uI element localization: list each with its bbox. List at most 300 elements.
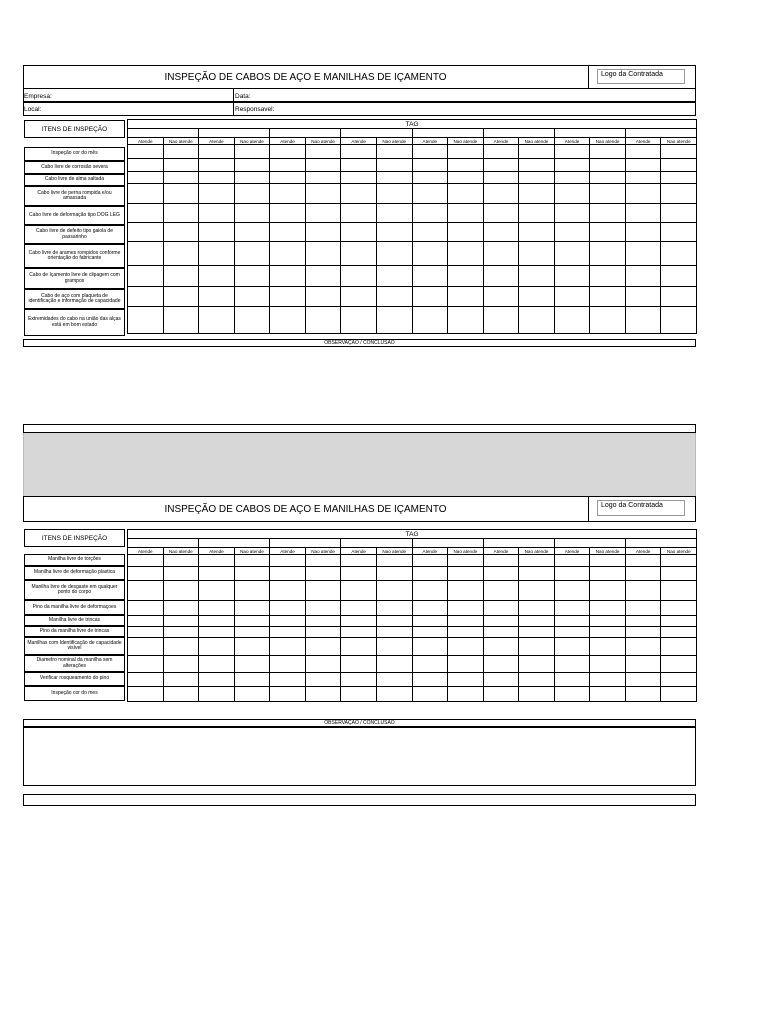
form2-check-cell[interactable]: [554, 567, 590, 581]
form1-check-cell[interactable]: [234, 223, 270, 242]
form1-check-cell[interactable]: [305, 145, 341, 159]
form1-check-cell[interactable]: [554, 223, 590, 242]
form1-check-cell[interactable]: [376, 145, 412, 159]
form2-check-cell[interactable]: [519, 627, 555, 638]
form2-check-cell[interactable]: [625, 601, 661, 616]
form2-check-cell[interactable]: [661, 673, 697, 687]
form1-check-cell[interactable]: [554, 145, 590, 159]
form1-check-cell[interactable]: [412, 172, 448, 184]
form2-check-cell[interactable]: [554, 687, 590, 702]
form2-check-cell[interactable]: [483, 601, 519, 616]
form1-check-cell[interactable]: [128, 159, 164, 172]
form1-check-cell[interactable]: [519, 204, 555, 223]
form1-check-cell[interactable]: [341, 287, 377, 307]
form2-check-cell[interactable]: [483, 567, 519, 581]
form2-check-cell[interactable]: [376, 555, 412, 567]
form2-check-cell[interactable]: [341, 555, 377, 567]
form2-check-cell[interactable]: [590, 567, 626, 581]
form1-check-cell[interactable]: [448, 266, 484, 287]
form2-check-cell[interactable]: [163, 673, 199, 687]
form2-check-cell[interactable]: [234, 656, 270, 673]
form1-check-cell[interactable]: [519, 145, 555, 159]
form1-check-cell[interactable]: [448, 223, 484, 242]
form1-tag-cell[interactable]: [412, 129, 483, 138]
form1-check-cell[interactable]: [199, 184, 235, 204]
form1-check-cell[interactable]: [305, 159, 341, 172]
form1-check-cell[interactable]: [519, 223, 555, 242]
form1-check-cell[interactable]: [305, 307, 341, 334]
form1-check-cell[interactable]: [128, 184, 164, 204]
form2-check-cell[interactable]: [341, 656, 377, 673]
form2-check-cell[interactable]: [412, 616, 448, 627]
form1-check-cell[interactable]: [519, 172, 555, 184]
form1-check-cell[interactable]: [163, 223, 199, 242]
form1-check-cell[interactable]: [234, 266, 270, 287]
form2-check-cell[interactable]: [270, 687, 306, 702]
form1-check-cell[interactable]: [128, 145, 164, 159]
form2-check-cell[interactable]: [661, 567, 697, 581]
form1-check-cell[interactable]: [590, 159, 626, 172]
form2-tag-cell[interactable]: [341, 539, 412, 548]
form2-check-cell[interactable]: [483, 627, 519, 638]
form2-check-cell[interactable]: [590, 638, 626, 656]
form2-check-cell[interactable]: [625, 616, 661, 627]
form1-check-cell[interactable]: [412, 184, 448, 204]
form1-check-cell[interactable]: [199, 159, 235, 172]
form1-check-cell[interactable]: [661, 184, 697, 204]
form2-check-cell[interactable]: [590, 627, 626, 638]
form2-tag-cell[interactable]: [483, 539, 554, 548]
form1-check-cell[interactable]: [412, 159, 448, 172]
form1-check-cell[interactable]: [128, 266, 164, 287]
form2-check-cell[interactable]: [199, 627, 235, 638]
form2-check-cell[interactable]: [234, 638, 270, 656]
form2-check-cell[interactable]: [163, 581, 199, 601]
form1-check-cell[interactable]: [376, 204, 412, 223]
form1-check-cell[interactable]: [519, 159, 555, 172]
form2-check-cell[interactable]: [163, 555, 199, 567]
form2-check-cell[interactable]: [199, 567, 235, 581]
form1-check-cell[interactable]: [661, 204, 697, 223]
form2-check-cell[interactable]: [128, 687, 164, 702]
form2-check-cell[interactable]: [234, 687, 270, 702]
form2-check-cell[interactable]: [305, 601, 341, 616]
form2-check-cell[interactable]: [554, 627, 590, 638]
form2-check-cell[interactable]: [270, 656, 306, 673]
form1-check-cell[interactable]: [590, 172, 626, 184]
form1-check-cell[interactable]: [128, 242, 164, 266]
form1-check-cell[interactable]: [412, 223, 448, 242]
form2-check-cell[interactable]: [199, 616, 235, 627]
form2-check-cell[interactable]: [305, 555, 341, 567]
form1-check-cell[interactable]: [163, 307, 199, 334]
form1-check-cell[interactable]: [590, 184, 626, 204]
form1-check-cell[interactable]: [234, 159, 270, 172]
form1-check-cell[interactable]: [483, 145, 519, 159]
form2-check-cell[interactable]: [305, 627, 341, 638]
form1-check-cell[interactable]: [163, 242, 199, 266]
form1-check-cell[interactable]: [305, 184, 341, 204]
form2-check-cell[interactable]: [128, 673, 164, 687]
form1-check-cell[interactable]: [554, 159, 590, 172]
form2-check-cell[interactable]: [483, 555, 519, 567]
form1-check-cell[interactable]: [199, 204, 235, 223]
form1-check-cell[interactable]: [341, 204, 377, 223]
form2-check-cell[interactable]: [234, 673, 270, 687]
form2-check-cell[interactable]: [376, 616, 412, 627]
form1-check-cell[interactable]: [341, 242, 377, 266]
form1-check-cell[interactable]: [412, 287, 448, 307]
form2-check-cell[interactable]: [341, 567, 377, 581]
form1-check-cell[interactable]: [128, 172, 164, 184]
form1-check-cell[interactable]: [625, 266, 661, 287]
form2-check-cell[interactable]: [625, 567, 661, 581]
form2-check-cell[interactable]: [376, 687, 412, 702]
form2-check-cell[interactable]: [554, 656, 590, 673]
form1-check-cell[interactable]: [483, 242, 519, 266]
form2-check-cell[interactable]: [590, 656, 626, 673]
form2-tag-cell[interactable]: [412, 539, 483, 548]
form1-check-cell[interactable]: [270, 287, 306, 307]
form2-check-cell[interactable]: [448, 627, 484, 638]
form1-check-cell[interactable]: [625, 145, 661, 159]
form2-check-cell[interactable]: [128, 601, 164, 616]
form2-check-cell[interactable]: [483, 638, 519, 656]
form2-check-cell[interactable]: [376, 627, 412, 638]
form1-check-cell[interactable]: [661, 145, 697, 159]
form2-check-cell[interactable]: [625, 687, 661, 702]
form1-check-cell[interactable]: [270, 172, 306, 184]
form2-tag-cell[interactable]: [625, 539, 696, 548]
form1-check-cell[interactable]: [519, 307, 555, 334]
form2-check-cell[interactable]: [376, 656, 412, 673]
form1-check-cell[interactable]: [483, 307, 519, 334]
form1-check-cell[interactable]: [341, 184, 377, 204]
form1-check-cell[interactable]: [128, 287, 164, 307]
form1-check-cell[interactable]: [305, 242, 341, 266]
form2-check-cell[interactable]: [412, 601, 448, 616]
form2-check-cell[interactable]: [519, 656, 555, 673]
form1-check-cell[interactable]: [128, 204, 164, 223]
form1-check-cell[interactable]: [412, 242, 448, 266]
form2-tag-cell[interactable]: [128, 539, 199, 548]
form1-check-cell[interactable]: [590, 242, 626, 266]
form1-check-cell[interactable]: [128, 223, 164, 242]
form1-check-cell[interactable]: [341, 223, 377, 242]
form2-check-cell[interactable]: [590, 555, 626, 567]
form1-check-cell[interactable]: [163, 145, 199, 159]
form2-check-cell[interactable]: [199, 656, 235, 673]
form1-check-cell[interactable]: [270, 184, 306, 204]
form1-check-cell[interactable]: [590, 307, 626, 334]
form2-check-cell[interactable]: [163, 601, 199, 616]
form2-check-cell[interactable]: [163, 567, 199, 581]
form1-check-cell[interactable]: [376, 242, 412, 266]
form1-check-cell[interactable]: [305, 204, 341, 223]
form2-check-cell[interactable]: [163, 616, 199, 627]
form2-tag-cell[interactable]: [554, 539, 625, 548]
form2-check-cell[interactable]: [128, 638, 164, 656]
form2-check-cell[interactable]: [661, 687, 697, 702]
form2-check-cell[interactable]: [483, 616, 519, 627]
form2-check-cell[interactable]: [270, 616, 306, 627]
form1-check-cell[interactable]: [590, 223, 626, 242]
form1-check-cell[interactable]: [625, 184, 661, 204]
form1-check-cell[interactable]: [625, 223, 661, 242]
form2-check-cell[interactable]: [448, 567, 484, 581]
form2-check-cell[interactable]: [163, 656, 199, 673]
form2-check-cell[interactable]: [661, 555, 697, 567]
form1-check-cell[interactable]: [554, 204, 590, 223]
form2-check-cell[interactable]: [554, 601, 590, 616]
form1-check-cell[interactable]: [270, 145, 306, 159]
form2-check-cell[interactable]: [376, 601, 412, 616]
form1-check-cell[interactable]: [199, 145, 235, 159]
form1-check-cell[interactable]: [483, 266, 519, 287]
form2-check-cell[interactable]: [376, 673, 412, 687]
form2-check-cell[interactable]: [590, 616, 626, 627]
form1-check-cell[interactable]: [590, 204, 626, 223]
form1-check-cell[interactable]: [483, 172, 519, 184]
form1-check-cell[interactable]: [376, 172, 412, 184]
form1-check-cell[interactable]: [234, 307, 270, 334]
form2-check-cell[interactable]: [376, 567, 412, 581]
form1-check-cell[interactable]: [661, 307, 697, 334]
form1-check-cell[interactable]: [234, 184, 270, 204]
form1-check-cell[interactable]: [376, 159, 412, 172]
form1-check-cell[interactable]: [554, 287, 590, 307]
form1-check-cell[interactable]: [412, 145, 448, 159]
form2-check-cell[interactable]: [554, 616, 590, 627]
form1-check-cell[interactable]: [376, 184, 412, 204]
form2-check-cell[interactable]: [341, 601, 377, 616]
form2-check-cell[interactable]: [128, 555, 164, 567]
form1-check-cell[interactable]: [163, 172, 199, 184]
form2-check-cell[interactable]: [412, 555, 448, 567]
form2-check-cell[interactable]: [519, 601, 555, 616]
form2-check-cell[interactable]: [376, 581, 412, 601]
form1-check-cell[interactable]: [590, 266, 626, 287]
form1-check-cell[interactable]: [199, 242, 235, 266]
form1-check-cell[interactable]: [448, 204, 484, 223]
form1-check-cell[interactable]: [163, 159, 199, 172]
form2-check-cell[interactable]: [625, 673, 661, 687]
form2-check-cell[interactable]: [163, 638, 199, 656]
form2-check-cell[interactable]: [341, 581, 377, 601]
form1-check-cell[interactable]: [483, 204, 519, 223]
form1-tag-cell[interactable]: [199, 129, 270, 138]
form2-check-cell[interactable]: [412, 687, 448, 702]
form2-check-cell[interactable]: [519, 638, 555, 656]
form1-check-cell[interactable]: [483, 159, 519, 172]
form2-check-cell[interactable]: [519, 616, 555, 627]
form2-check-cell[interactable]: [661, 627, 697, 638]
form2-check-cell[interactable]: [341, 627, 377, 638]
form1-check-cell[interactable]: [448, 242, 484, 266]
form2-check-cell[interactable]: [234, 616, 270, 627]
form1-check-cell[interactable]: [519, 266, 555, 287]
form1-check-cell[interactable]: [554, 266, 590, 287]
form1-check-cell[interactable]: [554, 307, 590, 334]
form1-check-cell[interactable]: [554, 242, 590, 266]
form2-check-cell[interactable]: [448, 687, 484, 702]
form1-check-cell[interactable]: [412, 204, 448, 223]
form2-check-cell[interactable]: [625, 638, 661, 656]
form2-check-cell[interactable]: [661, 656, 697, 673]
form2-check-cell[interactable]: [519, 567, 555, 581]
form1-check-cell[interactable]: [483, 184, 519, 204]
form1-check-cell[interactable]: [625, 307, 661, 334]
form1-check-cell[interactable]: [448, 172, 484, 184]
form2-check-cell[interactable]: [305, 656, 341, 673]
form1-check-cell[interactable]: [199, 172, 235, 184]
form2-tag-cell[interactable]: [199, 539, 270, 548]
form2-check-cell[interactable]: [234, 627, 270, 638]
form2-check-cell[interactable]: [199, 555, 235, 567]
form2-check-cell[interactable]: [305, 616, 341, 627]
form2-check-cell[interactable]: [305, 638, 341, 656]
form2-check-cell[interactable]: [483, 687, 519, 702]
form2-check-cell[interactable]: [270, 627, 306, 638]
form2-check-cell[interactable]: [270, 567, 306, 581]
form1-check-cell[interactable]: [519, 184, 555, 204]
form1-check-cell[interactable]: [519, 242, 555, 266]
form1-check-cell[interactable]: [341, 159, 377, 172]
form2-check-cell[interactable]: [448, 555, 484, 567]
form1-check-cell[interactable]: [625, 287, 661, 307]
form1-check-cell[interactable]: [483, 223, 519, 242]
form2-check-cell[interactable]: [554, 673, 590, 687]
form2-check-cell[interactable]: [661, 638, 697, 656]
form2-check-cell[interactable]: [305, 581, 341, 601]
form2-check-cell[interactable]: [412, 567, 448, 581]
form1-check-cell[interactable]: [270, 159, 306, 172]
form2-check-cell[interactable]: [128, 616, 164, 627]
form1-check-cell[interactable]: [661, 223, 697, 242]
form1-check-cell[interactable]: [412, 307, 448, 334]
form2-check-cell[interactable]: [412, 673, 448, 687]
form2-check-cell[interactable]: [305, 673, 341, 687]
form2-check-cell[interactable]: [661, 581, 697, 601]
form2-check-cell[interactable]: [519, 673, 555, 687]
form2-check-cell[interactable]: [448, 616, 484, 627]
form2-check-cell[interactable]: [270, 555, 306, 567]
form2-check-cell[interactable]: [234, 581, 270, 601]
form2-check-cell[interactable]: [234, 601, 270, 616]
form2-check-cell[interactable]: [412, 638, 448, 656]
form1-check-cell[interactable]: [554, 172, 590, 184]
form2-check-cell[interactable]: [483, 673, 519, 687]
form1-check-cell[interactable]: [448, 307, 484, 334]
form2-check-cell[interactable]: [448, 581, 484, 601]
form2-check-cell[interactable]: [341, 616, 377, 627]
form1-check-cell[interactable]: [199, 287, 235, 307]
form2-check-cell[interactable]: [590, 581, 626, 601]
form2-check-cell[interactable]: [376, 638, 412, 656]
form2-check-cell[interactable]: [590, 687, 626, 702]
form2-check-cell[interactable]: [234, 567, 270, 581]
form2-check-cell[interactable]: [554, 638, 590, 656]
form1-check-cell[interactable]: [590, 145, 626, 159]
form2-check-cell[interactable]: [199, 638, 235, 656]
form1-check-cell[interactable]: [661, 266, 697, 287]
form1-tag-cell[interactable]: [270, 129, 341, 138]
form1-tag-cell[interactable]: [483, 129, 554, 138]
form1-tag-cell[interactable]: [128, 129, 199, 138]
form2-check-cell[interactable]: [625, 581, 661, 601]
form1-check-cell[interactable]: [163, 266, 199, 287]
form1-check-cell[interactable]: [412, 266, 448, 287]
form1-check-cell[interactable]: [483, 287, 519, 307]
form1-check-cell[interactable]: [270, 242, 306, 266]
form2-check-cell[interactable]: [519, 687, 555, 702]
form2-check-cell[interactable]: [199, 687, 235, 702]
form2-check-cell[interactable]: [199, 601, 235, 616]
form1-check-cell[interactable]: [128, 307, 164, 334]
form1-check-cell[interactable]: [661, 287, 697, 307]
form2-check-cell[interactable]: [128, 627, 164, 638]
form1-check-cell[interactable]: [448, 159, 484, 172]
form2-check-cell[interactable]: [519, 555, 555, 567]
form2-tag-cell[interactable]: [270, 539, 341, 548]
form1-check-cell[interactable]: [270, 204, 306, 223]
form1-check-cell[interactable]: [163, 287, 199, 307]
form2-check-cell[interactable]: [341, 673, 377, 687]
form2-observation-area[interactable]: [23, 727, 696, 786]
form1-check-cell[interactable]: [376, 223, 412, 242]
form1-check-cell[interactable]: [234, 145, 270, 159]
form1-check-cell[interactable]: [234, 242, 270, 266]
form2-check-cell[interactable]: [199, 581, 235, 601]
form2-check-cell[interactable]: [554, 555, 590, 567]
form1-check-cell[interactable]: [625, 172, 661, 184]
form1-check-cell[interactable]: [270, 223, 306, 242]
form1-check-cell[interactable]: [376, 266, 412, 287]
form1-check-cell[interactable]: [448, 184, 484, 204]
form2-check-cell[interactable]: [163, 627, 199, 638]
form1-check-cell[interactable]: [341, 266, 377, 287]
form2-check-cell[interactable]: [128, 581, 164, 601]
form2-check-cell[interactable]: [519, 581, 555, 601]
form1-check-cell[interactable]: [590, 287, 626, 307]
form1-check-cell[interactable]: [376, 287, 412, 307]
form1-check-cell[interactable]: [661, 242, 697, 266]
form2-check-cell[interactable]: [483, 656, 519, 673]
form2-check-cell[interactable]: [305, 687, 341, 702]
form1-tag-cell[interactable]: [341, 129, 412, 138]
form2-check-cell[interactable]: [448, 601, 484, 616]
form1-check-cell[interactable]: [305, 287, 341, 307]
form2-check-cell[interactable]: [270, 673, 306, 687]
form2-check-cell[interactable]: [625, 627, 661, 638]
form1-check-cell[interactable]: [625, 204, 661, 223]
form1-check-cell[interactable]: [341, 307, 377, 334]
form1-check-cell[interactable]: [199, 307, 235, 334]
form2-check-cell[interactable]: [554, 581, 590, 601]
form1-check-cell[interactable]: [376, 307, 412, 334]
form1-check-cell[interactable]: [199, 223, 235, 242]
form2-check-cell[interactable]: [270, 601, 306, 616]
form2-check-cell[interactable]: [412, 581, 448, 601]
form1-check-cell[interactable]: [270, 266, 306, 287]
form2-check-cell[interactable]: [661, 616, 697, 627]
form2-check-cell[interactable]: [128, 567, 164, 581]
form2-check-cell[interactable]: [199, 673, 235, 687]
form1-check-cell[interactable]: [554, 184, 590, 204]
form2-check-cell[interactable]: [625, 555, 661, 567]
form1-check-cell[interactable]: [305, 223, 341, 242]
form2-check-cell[interactable]: [234, 555, 270, 567]
